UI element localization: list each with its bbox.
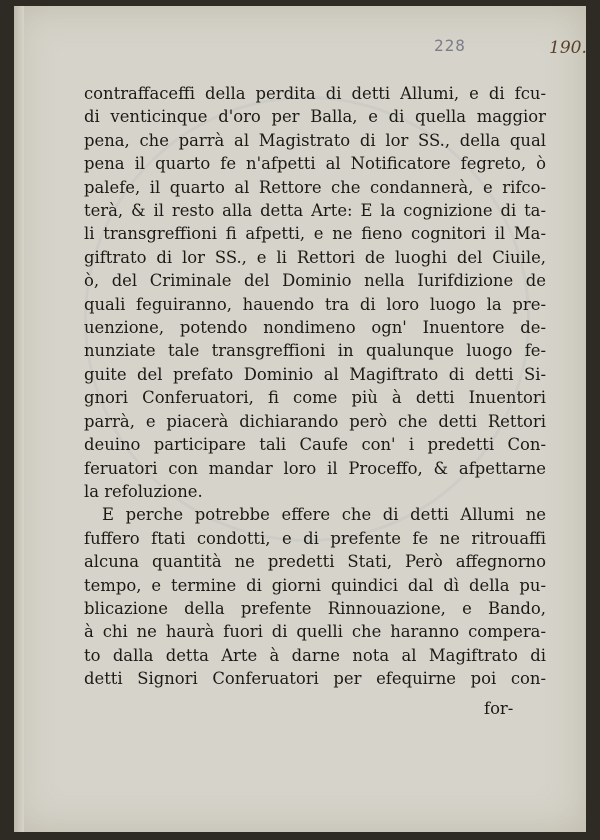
text-line: contraffaceffi della perdita di detti Allumi, e di fcu- (84, 84, 546, 103)
text-line: pena il quarto fe n'afpetti al Notificatore fegreto, ò (84, 154, 546, 174)
text-line: pena, che parrà al Magistrato di lor SS., della qual (84, 130, 546, 150)
text-line: parrà, e piacerà dichiarando però che detti Rettori (84, 411, 546, 431)
text-line: la refoluzione. (84, 481, 203, 501)
body-text (84, 82, 546, 691)
text-line: alcuna quantità ne predetti Stati, Però affegnorno (84, 552, 546, 572)
folio-number-stamp: 228 (434, 36, 466, 55)
text-line: E perche potrebbe effere che di detti Allumi ne (102, 505, 546, 525)
text-line: quali feguiranno, hauendo tra di loro luogo la pre- (84, 294, 546, 314)
text-line: nunziate tale transgreffioni in qualunque luogo fe- (84, 341, 546, 361)
text-line: giftrato di lor SS., e li Rettori de luoghi del Ciuile, (84, 247, 546, 267)
text-line: deuino participare tali Caufe con' i predetti Con- (84, 435, 546, 455)
document-page (14, 6, 586, 832)
text-line: uenzione, potendo nondimeno ogn' Inuentore de- (84, 318, 546, 338)
text-line: di venticinque d'oro per Balla, e di quella maggior (84, 107, 546, 127)
paragraph-2 (84, 503, 546, 690)
text-line: detti Signori Conferuatori per efequirne poi con- (84, 669, 546, 689)
text-line: gnori Conferuatori, fi come più à detti Inuentori (84, 388, 546, 408)
catchword: for- (484, 699, 514, 718)
text-line: feruatori con mandar loro il Proceffo, & afpettarne (84, 458, 546, 478)
text-line: palefe, il quarto al Rettore che condannerà, e rifco- (84, 177, 546, 197)
text-line: to dalla detta Arte à darne nota al Magiftrato di (84, 645, 546, 665)
folio-number-handwritten: 190. (549, 38, 587, 58)
text-line: blicazione della prefente Rinnouazione, e Bando, (84, 598, 546, 618)
text-line: tempo, e termine di giorni quindici dal dì della pu- (84, 575, 546, 595)
paragraph-1 (84, 82, 546, 503)
text-line: fuffero ftati condotti, e di prefente fe ne ritrouaffi (84, 528, 546, 548)
text-line: li transgreffioni fi afpetti, e ne fieno cognitori il Ma- (84, 224, 546, 244)
text-line: terà, & il resto alla detta Arte: E la cognizione di ta- (84, 201, 546, 221)
page-gutter (14, 6, 24, 832)
text-line: à chi ne haurà fuori di quelli che haranno compera- (84, 622, 546, 642)
text-line: guite del prefato Dominio al Magiftrato di detti Si- (84, 364, 546, 384)
text-line: ò, del Criminale del Dominio nella Iurifdizione de (84, 271, 546, 291)
